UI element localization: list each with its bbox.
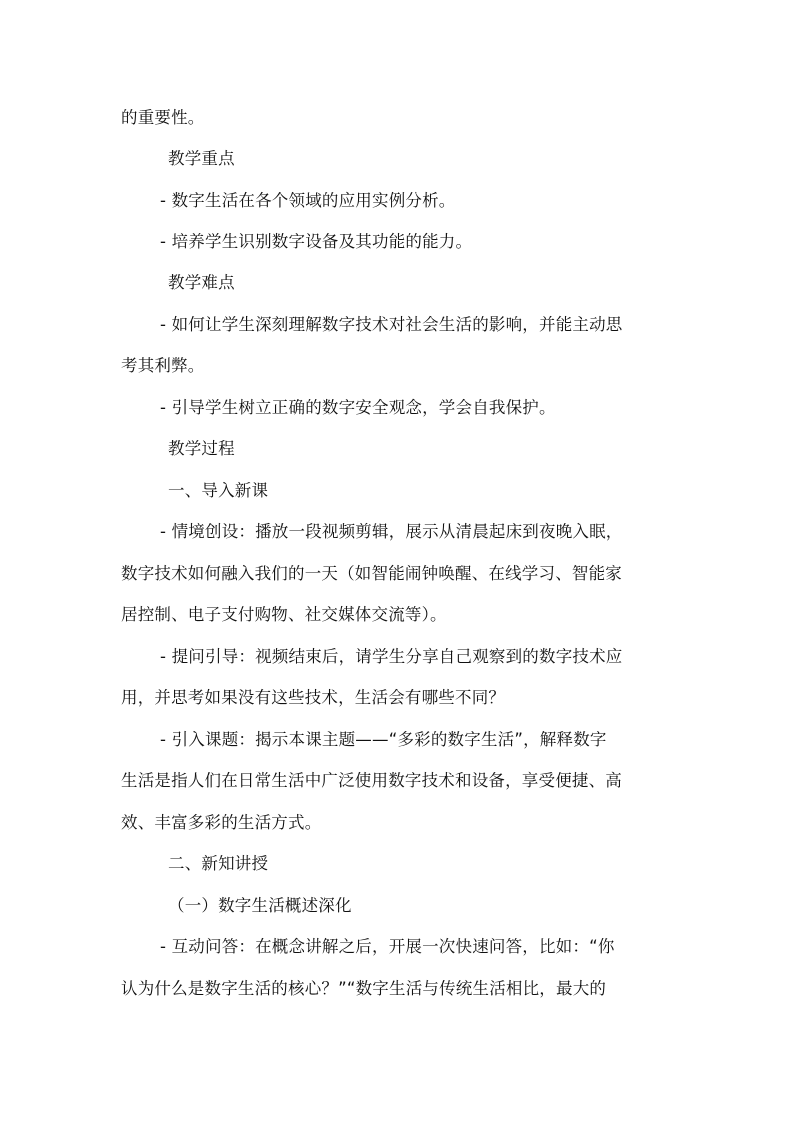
subsection-heading-new-knowledge: 二、新知讲授 xyxy=(168,854,269,873)
text-line: 效、丰富多彩的生活方式。 xyxy=(121,813,322,832)
subsection-heading-overview: （一）数字生活概述深化 xyxy=(168,896,352,915)
text-line: 居控制、电子支付购物、社交媒体交流等）。 xyxy=(121,605,447,624)
bullet-line: - 情境创设：播放一段视频剪辑，展示从清晨起床到夜晚入眠， xyxy=(160,522,623,541)
text-line: 用，并思考如果没有这些技术，生活会有哪些不同？ xyxy=(121,688,506,707)
bullet-line: - 互动问答：在概念讲解之后，开展一次快速问答，比如：“你 xyxy=(160,937,615,956)
bullet-line: - 数字生活在各个领域的应用实例分析。 xyxy=(160,191,456,210)
text-line: 认为什么是数字生活的核心？”“数字生活与传统生活相比，最大的 xyxy=(121,979,607,998)
bullet-line: - 引入课题：揭示本课主题——“多彩的数字生活”，解释数字 xyxy=(160,730,607,749)
text-line: 考其利弊。 xyxy=(121,356,205,375)
bullet-line: - 引导学生树立正确的数字安全观念，学会自我保护。 xyxy=(160,398,556,417)
subsection-heading-intro: 一、导入新课 xyxy=(168,481,269,500)
bullet-line: - 如何让学生深刻理解数字技术对社会生活的影响，并能主动思 xyxy=(160,315,623,334)
bullet-line: - 培养学生识别数字设备及其功能的能力。 xyxy=(160,232,473,251)
section-heading-key-points: 教学重点 xyxy=(168,149,235,168)
text-line: 生活是指人们在日常生活中广泛使用数字技术和设备，享受便捷、高 xyxy=(121,771,622,790)
text-line: 的重要性。 xyxy=(121,108,205,127)
bullet-line: - 提问引导：视频结束后，请学生分享自己观察到的数字技术应 xyxy=(160,647,623,666)
text-line: 数字技术如何融入我们的一天（如智能闹钟唤醒、在线学习、智能家 xyxy=(121,564,622,583)
section-heading-process: 教学过程 xyxy=(168,439,235,458)
section-heading-difficulties: 教学难点 xyxy=(168,273,235,292)
